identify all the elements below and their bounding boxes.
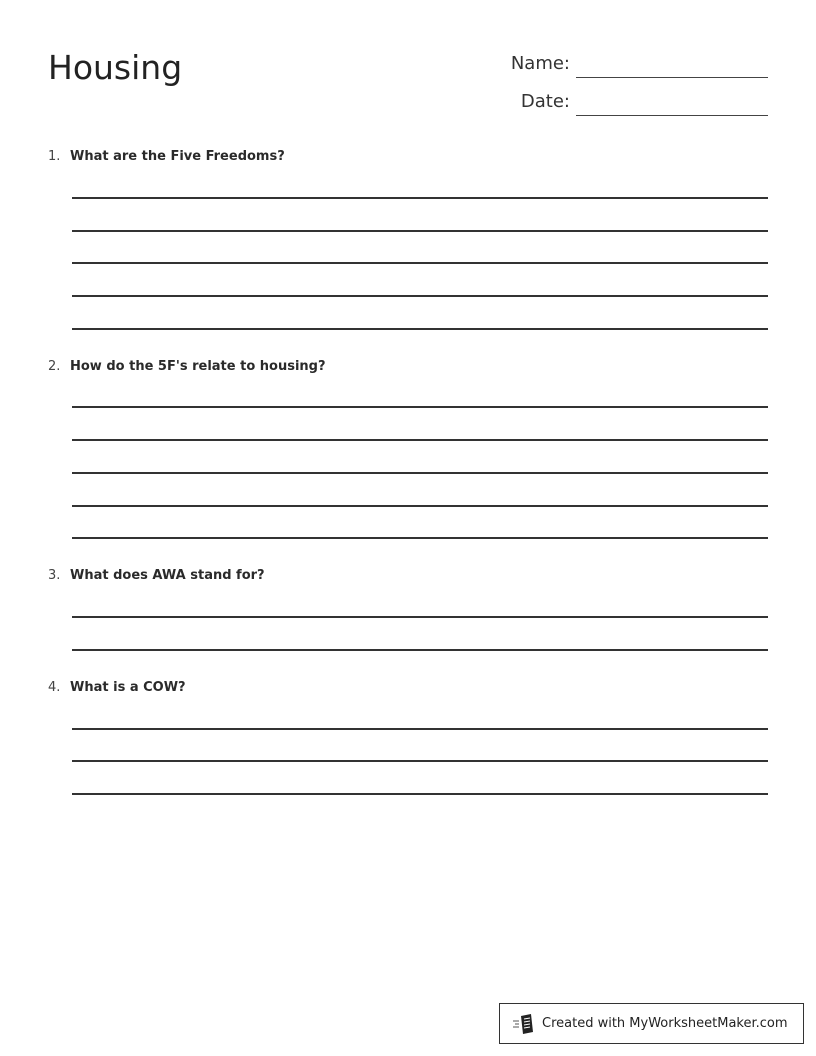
question-number: 2. bbox=[48, 359, 61, 374]
footer-text: Created with MyWorksheetMaker.com bbox=[542, 1016, 788, 1031]
answer-line[interactable] bbox=[72, 793, 768, 795]
answer-line[interactable] bbox=[72, 760, 768, 762]
answer-line[interactable] bbox=[72, 406, 768, 408]
footer-badge[interactable] bbox=[499, 1003, 804, 1044]
page-title: Housing bbox=[48, 48, 183, 87]
answer-line[interactable] bbox=[72, 262, 768, 264]
question-number: 4. bbox=[48, 680, 61, 695]
answer-line[interactable] bbox=[72, 439, 768, 441]
name-input-line[interactable] bbox=[576, 77, 768, 78]
question-number: 3. bbox=[48, 568, 61, 583]
answer-line[interactable] bbox=[72, 728, 768, 730]
answer-line[interactable] bbox=[72, 472, 768, 474]
answer-line[interactable] bbox=[72, 230, 768, 232]
question-text bbox=[48, 568, 265, 584]
date-input-line[interactable] bbox=[576, 115, 768, 116]
date-field-row bbox=[470, 86, 768, 116]
question-text bbox=[48, 680, 186, 696]
answer-line[interactable] bbox=[72, 616, 768, 618]
answer-line[interactable] bbox=[72, 197, 768, 199]
date-label: Date: bbox=[520, 91, 570, 112]
question-label: How do the 5F's relate to housing? bbox=[70, 359, 326, 374]
answer-line[interactable] bbox=[72, 649, 768, 651]
answer-line[interactable] bbox=[72, 328, 768, 330]
answer-line[interactable] bbox=[72, 537, 768, 539]
question-text bbox=[48, 359, 326, 375]
question-label: What is a COW? bbox=[70, 680, 186, 695]
answer-line[interactable] bbox=[72, 505, 768, 507]
name-label: Name: bbox=[510, 53, 570, 74]
question-text bbox=[48, 149, 285, 165]
question-label: What does AWA stand for? bbox=[70, 568, 265, 583]
question-label: What are the Five Freedoms? bbox=[70, 149, 285, 164]
worksheet-logo-icon bbox=[512, 1013, 536, 1035]
question-number: 1. bbox=[48, 149, 61, 164]
name-field-row bbox=[470, 48, 768, 78]
answer-line[interactable] bbox=[72, 295, 768, 297]
